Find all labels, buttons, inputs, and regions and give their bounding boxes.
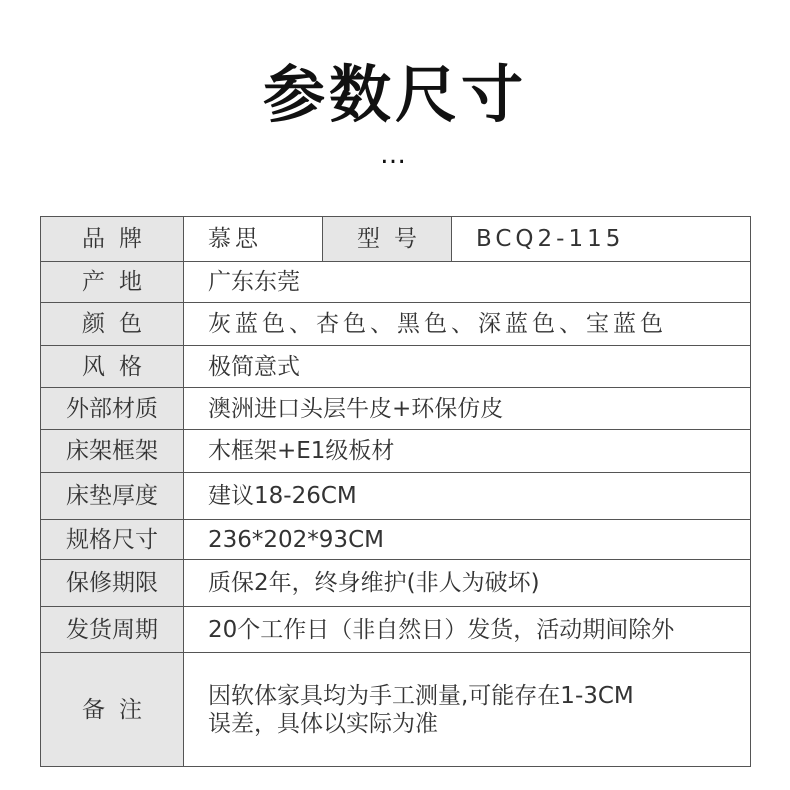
material-label: 外部材质 [41, 388, 184, 430]
table-row-color [41, 303, 751, 346]
note-line-1: 因软体家具均为手工测量,可能存在1-3CM [208, 682, 634, 709]
title-ellipsis: … [380, 140, 410, 170]
page-title: 参数尺寸 [262, 58, 527, 131]
parameter-table [40, 216, 751, 767]
table-row-note [41, 653, 751, 767]
mattress-value: 建议18-26CM [184, 473, 751, 520]
delivery-value: 20个工作日（非自然日）发货，活动期间除外 [184, 607, 751, 653]
note-label: 备注 [41, 653, 184, 767]
color-label: 颜色 [41, 303, 184, 346]
origin-label: 产地 [41, 262, 184, 303]
model-value: BCQ2-115 [452, 217, 751, 262]
table-row-style [41, 346, 751, 388]
style-label: 风格 [41, 346, 184, 388]
size-label: 规格尺寸 [41, 520, 184, 560]
brand-label: 品牌 [41, 217, 184, 262]
style-value: 极简意式 [184, 346, 751, 388]
origin-value: 广东东莞 [184, 262, 751, 303]
color-value: 灰蓝色、杏色、黑色、深蓝色、宝蓝色 [184, 303, 751, 346]
delivery-label: 发货周期 [41, 607, 184, 653]
warranty-label: 保修期限 [41, 560, 184, 607]
table-row-brand [41, 217, 751, 262]
note-line-2: 误差，具体以实际为准 [208, 710, 438, 737]
frame-label: 床架框架 [41, 430, 184, 473]
table-row-material [41, 388, 751, 430]
frame-value: 木框架+E1级板材 [184, 430, 751, 473]
model-label: 型号 [323, 217, 452, 262]
note-value [184, 653, 751, 767]
table-row-mattress [41, 473, 751, 520]
table-row-warranty [41, 560, 751, 607]
table-row-origin [41, 262, 751, 303]
brand-value: 慕思 [184, 217, 323, 262]
table-row-delivery [41, 607, 751, 653]
warranty-value: 质保2年，终身维护(非人为破坏) [184, 560, 751, 607]
table-row-size [41, 520, 751, 560]
size-value: 236*202*93CM [184, 520, 751, 560]
material-value: 澳洲进口头层牛皮+环保仿皮 [184, 388, 751, 430]
table-row-frame [41, 430, 751, 473]
mattress-label: 床垫厚度 [41, 473, 184, 520]
